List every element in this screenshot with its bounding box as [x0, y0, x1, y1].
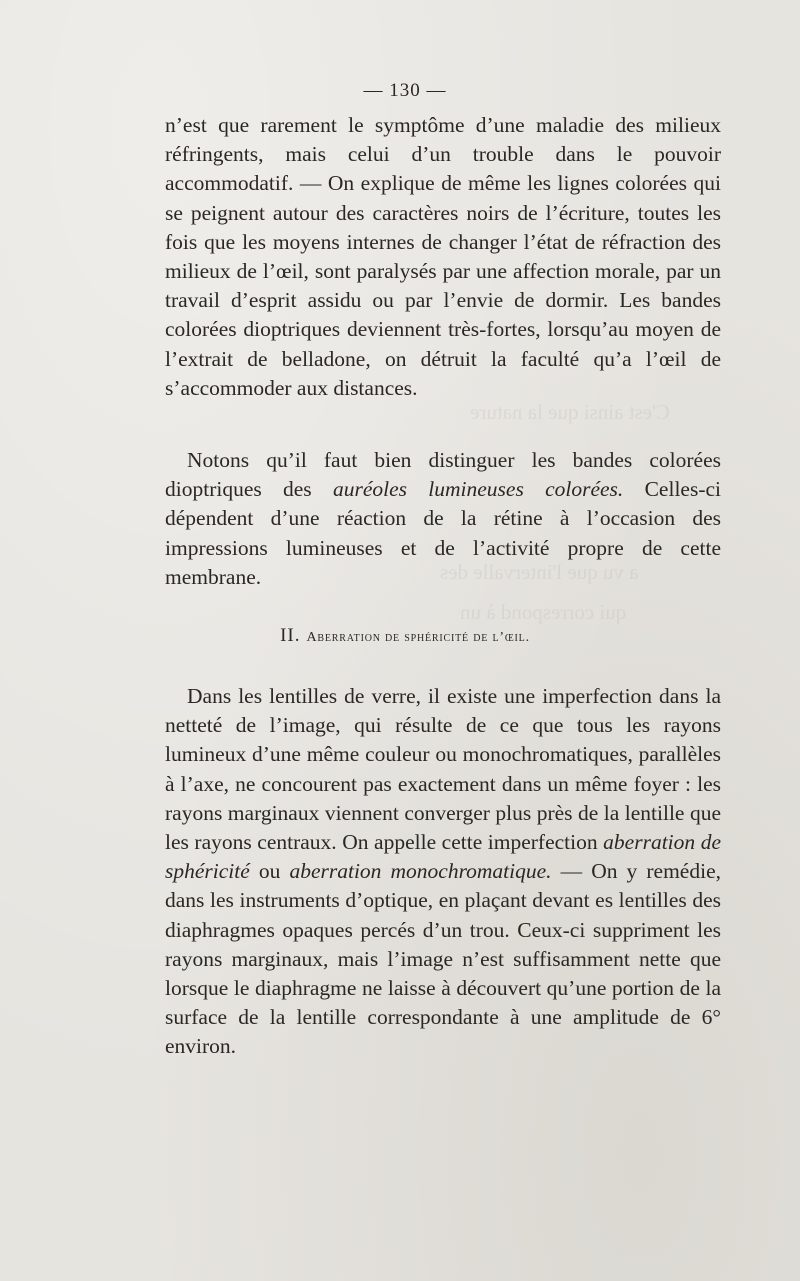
paragraph-2 [165, 446, 721, 592]
paragraph-1 [165, 111, 721, 403]
section-number: II. [280, 625, 301, 646]
paragraph-3-part-2: ou [249, 859, 290, 884]
paragraph-2-after: Celles-ci dépendent d’une réaction de la rétine à l’occasion des impressions lumineuses et de l’activité propre de cette membrane. [165, 477, 722, 589]
paragraph-2-text [165, 446, 721, 592]
paragraph-2-italic-term: auréoles lumineuses colorées. [332, 477, 624, 502]
bleed-through-text: C'est ainsi que la nature [470, 400, 670, 424]
paragraph-2-before: Notons qu’il faut bien distinguer les bandes colorées dioptriques des [165, 448, 721, 502]
paragraph-3-part-1: Dans les lentilles de verre, il existe une imperfection dans la netteté de l’image, qui résulte de ce que tous les rayons lumineux d’une même couleur ou monochromatiques, parallèles à l’axe, ne concourent pas exactement dans un même foyer : les rayons marginaux viennent converger plus près de la lentille que les rayons centraux. On appelle cette imperfection [165, 684, 721, 855]
bleed-through-text: qui correspond à un [460, 600, 627, 624]
paragraph-1-text: n’est que rarement le symptôme d’une maladie des milieux réfringents, mais celui d’un trouble dans le pouvoir accommodatif. — On explique de même les lignes colorées qui se peignent autour des caractères noirs de l’écriture, toutes les fois que les moyens internes de changer l’état de réfraction des milieux de l’œil, sont paralysés par une affection morale, par un travail d’esprit assidu ou par l’envie de dormir. Les bandes colorées dioptriques deviennent très-fortes, lorsqu’au moyen de l’extrait de belladone, on détruit la faculté qu’a l’œil de s’accommoder aux distances. [165, 113, 721, 400]
bleed-through-text: a vu que l'intervalle des [440, 560, 639, 584]
section-heading [0, 625, 800, 647]
paragraph-3-text [165, 682, 721, 1062]
paragraph-3-italic-term-2: aberration monochromatique. [289, 859, 552, 884]
paragraph-3-part-3: — On y remédie, dans les instruments d’optique, en plaçant devant es lentilles des diaphragmes opaques percés d’un trou. Ceux-ci suppriment les rayons marginaux, mais l’image n’est suffisamment nette que lorsque le diaphragme ne laisse à découvert qu’une portion de la surface de la lentille correspondante à une amplitude de 6° environ. [165, 859, 721, 1059]
page-number: — 130 — [363, 80, 447, 101]
paragraph-3-italic-term-1: aberration de sphéricité [165, 830, 721, 884]
paragraph-3 [165, 682, 721, 1062]
section-title: Aberration de sphéricité de l’œil. [306, 630, 530, 645]
